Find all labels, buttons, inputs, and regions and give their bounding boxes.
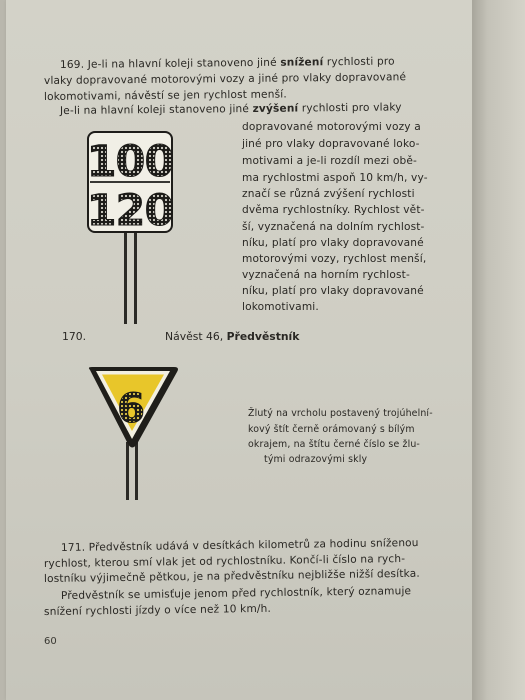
text-line: ší, vyznačená na dolním rychlost-	[242, 221, 425, 233]
text-line: lostníku výjimečně pětkou, je na předvěstníku nejbližše nižší desítka.	[43, 567, 420, 585]
text-line: motivami a je-li rozdíl mezi obě-	[242, 155, 418, 167]
text-line: snížení rychlosti jízdy o více než 10 km/h.	[43, 602, 272, 618]
text-line: níku, platí pro vlaky dopravované	[242, 237, 424, 249]
text-line: dvěma rychlostníky. Rychlost vět-	[242, 204, 425, 216]
sign-post	[126, 442, 129, 500]
sign-post	[124, 230, 127, 324]
section-title: Návěst 46, Předvěstník	[165, 330, 300, 343]
text-line: dopravované motorovými vozy a	[242, 121, 421, 133]
text-line: Předvěstník se umisťuje jenom před rychlostník, který oznamuje	[60, 585, 412, 602]
text-line: vlaky dopravované motorovými vozy a jiné pro vlaky dopravované	[43, 71, 407, 87]
speed-value-bottom: 120	[86, 186, 174, 236]
caption-line: okrajem, na štítu černé číslo se žlu-	[248, 439, 420, 450]
text-line: vyznačená na horním rychlost-	[242, 269, 410, 281]
text-line: Je-li na hlavní koleji stanoveno jiné zvýšení rychlosti pro vlaky	[59, 101, 402, 117]
caption-line: tými odrazovými skly	[264, 454, 368, 465]
speed-value-top: 100	[86, 137, 174, 187]
speed-sign-illustration	[80, 130, 180, 324]
text-line: lokomotivami, návěstí se jen rychlost menší.	[43, 88, 287, 103]
text-line: motorovými vozy, rychlost menší,	[242, 253, 427, 265]
section-number: 170.	[62, 330, 87, 343]
warning-sign-illustration	[84, 364, 184, 500]
caption-line: Žlutý na vrcholu postavený trojúhelní-	[248, 408, 433, 419]
text-line: rychlost, kterou smí vlak jet od rychlostníku. Končí-li číslo na rych-	[43, 552, 406, 570]
warning-sign-value: 6	[117, 386, 145, 432]
text-line: značí se různá zvýšení rychlosti	[242, 188, 415, 200]
text-line: 171. Předvěstník udává v desítkách kilometrů za hodinu sníženou	[60, 537, 419, 554]
text-line: 169. Je-li na hlavní koleji stanoveno jiné snížení rychlosti pro	[59, 55, 395, 71]
text-line: níku, platí pro vlaky dopravované	[242, 285, 424, 297]
text-line: ma rychlostmi aspoň 10 km/h, vy-	[242, 172, 428, 184]
page-number: 60	[44, 636, 57, 647]
caption-line: kový štít černě orámovaný s bílým	[248, 424, 415, 435]
adjacent-page-edge	[472, 0, 525, 700]
text-line: lokomotivami.	[242, 301, 319, 313]
text-line: jiné pro vlaky dopravované loko-	[242, 138, 420, 150]
